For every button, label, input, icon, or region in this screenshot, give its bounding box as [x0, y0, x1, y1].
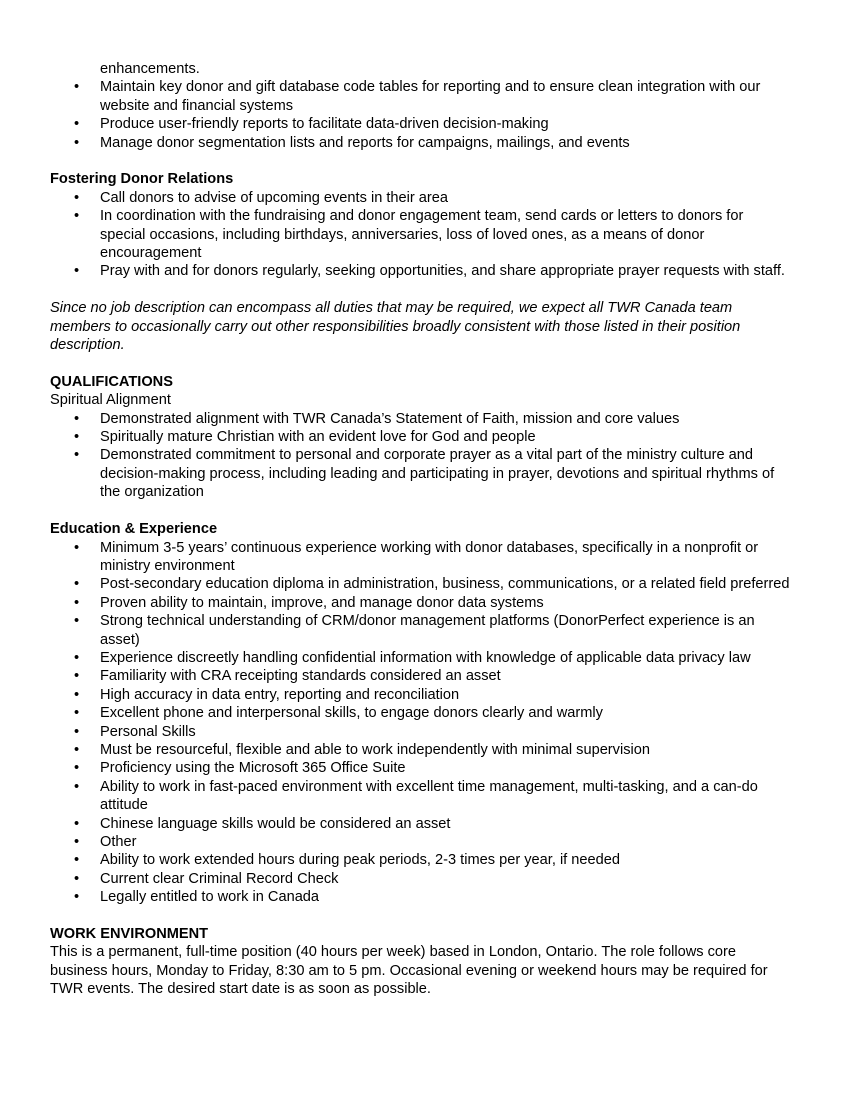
- disclaimer-note: Since no job description can encompass all duties that may be required, we expect all TWR Canada team members to occasionally carry out other responsibilities broadly consistent with those listed in their position description.: [50, 300, 741, 354]
- list-item: • Demonstrated commitment to personal and corporate prayer as a vital part of the ministry culture and decision-making process, including leading and participating in prayer, devotions and spiritual rhythms of the organization: [50, 446, 790, 501]
- list-item: • Spiritually mature Christian with an evident love for God and people: [50, 428, 790, 446]
- list-item: • Excellent phone and interpersonal skills, to engage donors clearly and warmly: [50, 704, 790, 722]
- list-item: • In coordination with the fundraising and donor engagement team, send cards or letters to donors for special occasions, including birthdays, anniversaries, loss of loved ones, as a means of donor encouragement: [50, 207, 790, 262]
- continued-text: enhancements.: [100, 61, 200, 77]
- list-item: • Experience discreetly handling confidential information with knowledge of applicable data privacy law: [50, 649, 790, 667]
- list-item: • Legally entitled to work in Canada: [50, 888, 790, 906]
- list-item: • Demonstrated alignment with TWR Canada’s Statement of Faith, mission and core values: [50, 410, 790, 428]
- responsibilities-list: [50, 78, 790, 152]
- list-item: • Personal Skills: [50, 723, 790, 741]
- work-environment-text: This is a permanent, full-time position (40 hours per week) based in London, Ontario. The role follows core business hours, Monday to Friday, 8:30 am to 5 pm. Occasional evening or weekend hours may be required for TWR events. The desired start date is as soon as possible.: [50, 944, 768, 998]
- donor-relations-heading: Fostering Donor Relations: [50, 171, 234, 188]
- list-item: • Must be resourceful, flexible and able to work independently with minimal supervision: [50, 741, 790, 759]
- list-item: • Proven ability to maintain, improve, and manage donor data systems: [50, 594, 790, 612]
- list-item: • Minimum 3-5 years’ continuous experience working with donor databases, specifically in a nonprofit or ministry environment: [50, 539, 790, 576]
- spiritual-alignment-list: [50, 410, 790, 502]
- donor-relations-list: [50, 189, 790, 281]
- list-item: • Proficiency using the Microsoft 365 Office Suite: [50, 759, 790, 777]
- list-item: • Ability to work extended hours during peak periods, 2-3 times per year, if needed: [50, 851, 790, 869]
- list-item: • Pray with and for donors regularly, seeking opportunities, and share appropriate prayer requests with staff.: [50, 262, 790, 280]
- list-item: • Other: [50, 833, 790, 851]
- list-item: • Ability to work in fast-paced environment with excellent time management, multi-tasking, and a can-do attitude: [50, 778, 790, 815]
- list-item: • Produce user-friendly reports to facilitate data-driven decision-making: [50, 115, 790, 133]
- list-item: • Chinese language skills would be considered an asset: [50, 815, 790, 833]
- work-environment-heading: WORK ENVIRONMENT: [50, 926, 209, 943]
- list-item: • Strong technical understanding of CRM/donor management platforms (DonorPerfect experience is an asset): [50, 612, 790, 649]
- list-item: • Post-secondary education diploma in administration, business, communications, or a related field preferred: [50, 575, 790, 593]
- list-item: • High accuracy in data entry, reporting and reconciliation: [50, 686, 790, 704]
- list-item: • Call donors to advise of upcoming events in their area: [50, 189, 790, 207]
- list-item: • Manage donor segmentation lists and reports for campaigns, mailings, and events: [50, 134, 790, 152]
- qualifications-heading: QUALIFICATIONS: [50, 373, 173, 390]
- education-experience-heading: Education & Experience: [50, 521, 218, 538]
- list-item: • Familiarity with CRA receipting standards considered an asset: [50, 667, 790, 685]
- education-experience-list: [50, 539, 790, 907]
- list-item: • Current clear Criminal Record Check: [50, 870, 790, 888]
- spiritual-alignment-subheading: Spiritual Alignment: [50, 392, 171, 409]
- document-page: [50, 60, 790, 999]
- list-item: • Maintain key donor and gift database code tables for reporting and to ensure clean integration with our website and financial systems: [50, 78, 790, 115]
